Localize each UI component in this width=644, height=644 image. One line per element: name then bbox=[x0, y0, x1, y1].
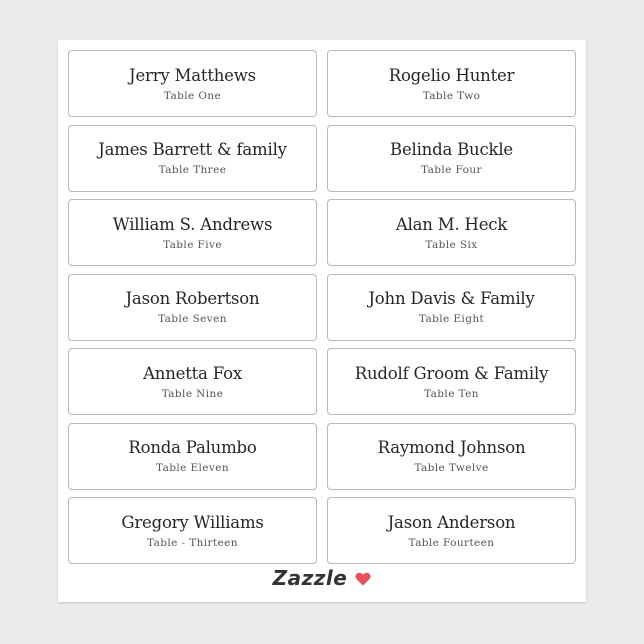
guest-name: John Davis & Family bbox=[368, 289, 535, 308]
place-card bbox=[68, 125, 317, 192]
guest-name: Jerry Matthews bbox=[129, 65, 256, 85]
table-label: Table Three bbox=[158, 164, 227, 176]
guest-name: William S. Andrews bbox=[112, 214, 273, 234]
place-card bbox=[68, 274, 317, 341]
guest-name: Alan M. Heck bbox=[395, 214, 508, 234]
zazzle-logo: Zazzle bbox=[272, 566, 348, 590]
guest-name: James Barrett & family bbox=[98, 140, 287, 159]
table-label: Table Eleven bbox=[155, 462, 230, 474]
table-label: Table One bbox=[163, 89, 222, 102]
guest-name: Gregory Williams bbox=[121, 512, 264, 532]
place-card bbox=[327, 125, 576, 192]
place-card-grid bbox=[68, 50, 576, 564]
place-card bbox=[68, 423, 317, 490]
table-label: Table Eight bbox=[418, 313, 485, 325]
table-label: Table Ten bbox=[424, 387, 479, 400]
guest-name: Annetta Fox bbox=[143, 363, 242, 383]
table-label: Table Seven bbox=[158, 313, 227, 325]
table-label: Table - Thirteen bbox=[147, 536, 238, 549]
place-card bbox=[327, 274, 576, 341]
guest-name: Jason Robertson bbox=[125, 289, 260, 308]
sticker-sheet bbox=[58, 40, 586, 602]
table-label: Table Six bbox=[425, 238, 478, 251]
guest-name: Rogelio Hunter bbox=[388, 65, 515, 85]
place-card bbox=[68, 199, 317, 266]
guest-name: Ronda Palumbo bbox=[128, 438, 257, 457]
heart-icon bbox=[355, 571, 371, 585]
place-card bbox=[327, 497, 576, 564]
table-label: Table Two bbox=[422, 89, 481, 102]
guest-name: Belinda Buckle bbox=[390, 140, 513, 159]
place-card bbox=[68, 497, 317, 564]
table-label: Table Four bbox=[421, 164, 482, 176]
table-label: Table Nine bbox=[161, 387, 224, 400]
place-card bbox=[68, 50, 317, 117]
guest-name: Rudolf Groom & Family bbox=[354, 363, 549, 383]
table-label: Table Five bbox=[163, 238, 222, 251]
place-card bbox=[327, 199, 576, 266]
place-card bbox=[327, 423, 576, 490]
place-card bbox=[327, 50, 576, 117]
table-label: Table Fourteen bbox=[408, 536, 495, 549]
guest-name: Raymond Johnson bbox=[377, 438, 526, 457]
place-card bbox=[68, 348, 317, 415]
place-card bbox=[327, 348, 576, 415]
guest-name: Jason Anderson bbox=[387, 512, 516, 532]
table-label: Table Twelve bbox=[414, 462, 489, 474]
brand-footer bbox=[58, 566, 586, 590]
